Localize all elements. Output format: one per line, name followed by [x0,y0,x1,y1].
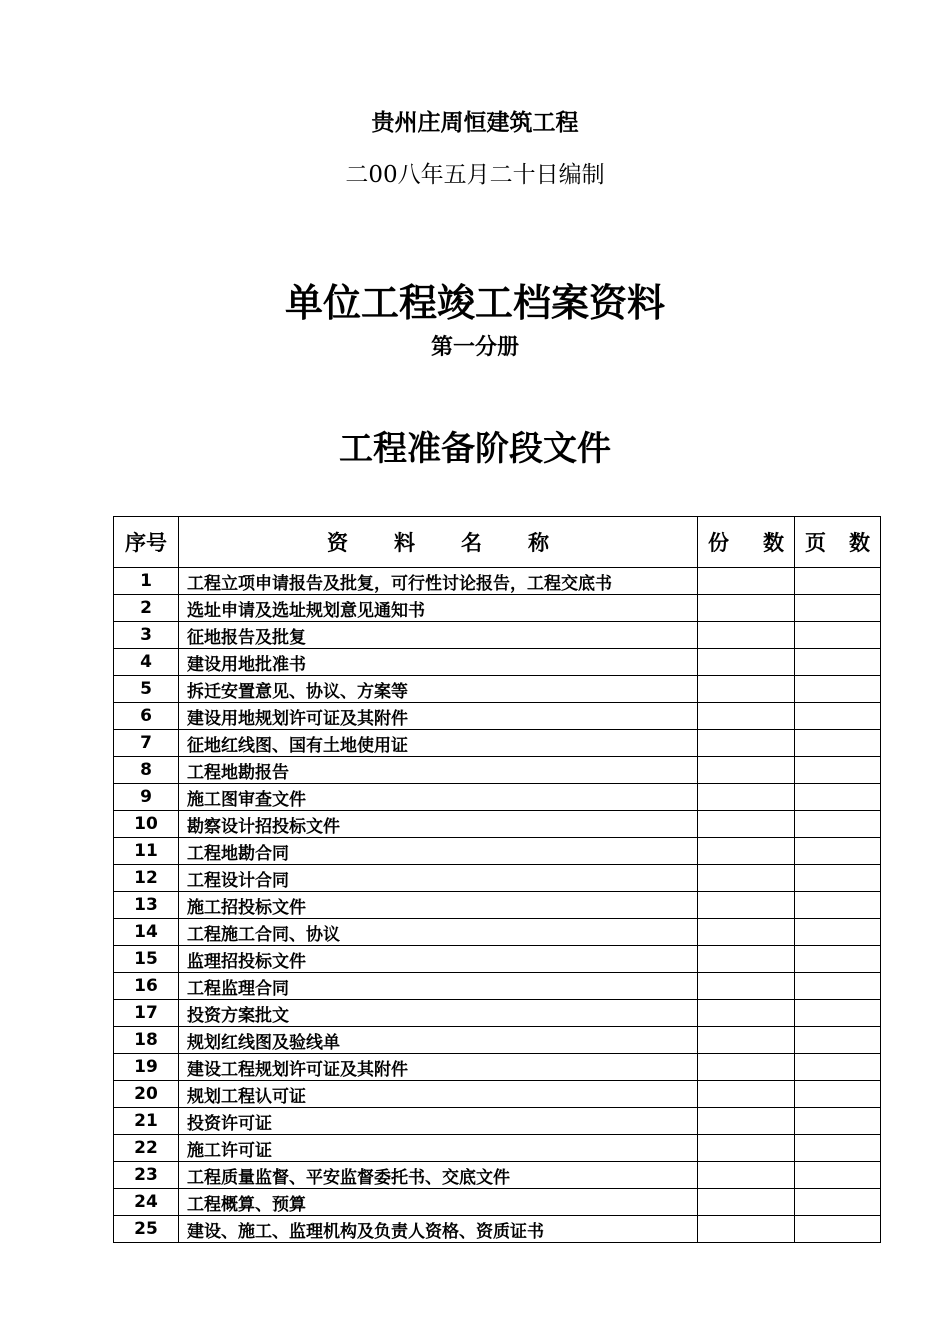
copies-cell [698,595,795,622]
pages-cell [795,919,881,946]
row-number: 24 [114,1189,179,1216]
pages-cell [795,1000,881,1027]
column-header-name [179,517,698,568]
column-header-copies-char: 数 [763,531,784,555]
volume-label: 第一分册 [430,335,519,360]
row-number: 17 [114,1000,179,1027]
row-number: 9 [114,784,179,811]
pages-cell [795,649,881,676]
pages-cell [795,676,881,703]
row-number: 10 [114,811,179,838]
column-header-pages [795,517,881,568]
pages-cell [795,568,881,595]
pages-cell [795,757,881,784]
table-row [114,730,881,757]
pages-cell [795,1189,881,1216]
row-number: 2 [114,595,179,622]
document-name: 投资方案批文 [179,1000,698,1027]
table-body [114,568,881,1243]
document-name: 施工图审查文件 [179,784,698,811]
row-number: 15 [114,946,179,973]
document-name: 工程质量监督、平安监督委托书、交底文件 [179,1162,698,1189]
document-name: 工程地勘报告 [179,757,698,784]
pages-cell [795,1054,881,1081]
table-row [114,784,881,811]
row-number: 22 [114,1135,179,1162]
document-name: 征地报告及批复 [179,622,698,649]
copies-cell [698,919,795,946]
table-row [114,676,881,703]
row-number: 20 [114,1081,179,1108]
pages-cell [795,838,881,865]
pages-cell [795,1162,881,1189]
row-number: 11 [114,838,179,865]
table-row [114,1054,881,1081]
table-row [114,838,881,865]
table-row [114,811,881,838]
pages-cell [795,1027,881,1054]
copies-cell [698,1162,795,1189]
table-row [114,1000,881,1027]
table-row [114,919,881,946]
table-row [114,1027,881,1054]
section-title: 工程准备阶段文件 [339,429,611,469]
copies-cell [698,892,795,919]
column-header-name-char: 资 [327,531,348,555]
table-row [114,595,881,622]
copies-cell [698,649,795,676]
document-name: 建设工程规划许可证及其附件 [179,1054,698,1081]
document-name: 施工招投标文件 [179,892,698,919]
table-row [114,1189,881,1216]
document-name: 工程设计合同 [179,865,698,892]
copies-cell [698,1108,795,1135]
pages-cell [795,973,881,1000]
document-name: 选址申请及选址规划意见通知书 [179,595,698,622]
document-name: 投资许可证 [179,1108,698,1135]
copies-cell [698,1216,795,1243]
row-number: 6 [114,703,179,730]
row-number: 18 [114,1027,179,1054]
document-name: 工程概算、预算 [179,1189,698,1216]
column-header-name-char: 料 [394,531,415,555]
row-number: 7 [114,730,179,757]
row-number: 5 [114,676,179,703]
document-name: 勘察设计招投标文件 [179,811,698,838]
copies-cell [698,1135,795,1162]
copies-cell [698,946,795,973]
table-row [114,622,881,649]
row-number: 19 [114,1054,179,1081]
table-row [114,703,881,730]
row-number: 14 [114,919,179,946]
pages-cell [795,595,881,622]
copies-cell [698,730,795,757]
row-number: 1 [114,568,179,595]
row-number: 3 [114,622,179,649]
table-row [114,649,881,676]
pages-cell [795,811,881,838]
document-name: 工程地勘合同 [179,838,698,865]
copies-cell [698,865,795,892]
pages-cell [795,1135,881,1162]
row-number: 4 [114,649,179,676]
pages-cell [795,1216,881,1243]
pages-cell [795,892,881,919]
column-header-no: 序号 [114,517,179,568]
document-name: 建设用地批准书 [179,649,698,676]
table-row [114,1216,881,1243]
document-name: 建设、施工、监理机构及负责人资格、资质证书 [179,1216,698,1243]
copies-cell [698,973,795,1000]
column-header-copies-char: 份 [708,531,729,555]
copies-cell [698,1054,795,1081]
row-number: 12 [114,865,179,892]
document-name: 征地红线图、国有土地使用证 [179,730,698,757]
table-row [114,1162,881,1189]
document-name: 规划红线图及验线单 [179,1027,698,1054]
pages-cell [795,1108,881,1135]
copies-cell [698,676,795,703]
table-row [114,1108,881,1135]
document-name: 工程监理合同 [179,973,698,1000]
table-row [114,1081,881,1108]
table-row [114,892,881,919]
pages-cell [795,784,881,811]
copies-cell [698,811,795,838]
copies-cell [698,703,795,730]
document-name: 施工许可证 [179,1135,698,1162]
document-name: 监理招投标文件 [179,946,698,973]
document-name: 规划工程认可证 [179,1081,698,1108]
column-header-name-char: 称 [528,531,549,555]
table-row [114,946,881,973]
column-header-pages-char: 数 [849,531,870,555]
row-number: 8 [114,757,179,784]
table-row [114,1135,881,1162]
copies-cell [698,784,795,811]
column-header-pages-char: 页 [805,531,826,555]
document-name: 建设用地规划许可证及其附件 [179,703,698,730]
copies-cell [698,1189,795,1216]
copies-cell [698,622,795,649]
pages-cell [795,730,881,757]
column-header-name-char: 名 [461,531,482,555]
pages-cell [795,946,881,973]
copies-cell [698,838,795,865]
document-index-table [113,516,881,1243]
compile-date: 二00八年五月二十日编制 [345,162,605,188]
copies-cell [698,1000,795,1027]
company-name: 贵州庄周恒建筑工程 [371,110,579,136]
table-row [114,865,881,892]
document-name: 工程施工合同、协议 [179,919,698,946]
row-number: 16 [114,973,179,1000]
row-number: 25 [114,1216,179,1243]
copies-cell [698,757,795,784]
row-number: 21 [114,1108,179,1135]
document-name: 拆迁安置意见、协议、方案等 [179,676,698,703]
row-number: 13 [114,892,179,919]
document-title: 单位工程竣工档案资料 [284,281,665,325]
table-header-row [114,517,881,568]
pages-cell [795,865,881,892]
pages-cell [795,622,881,649]
pages-cell [795,703,881,730]
table-row [114,973,881,1000]
column-header-copies [698,517,795,568]
table-row [114,757,881,784]
copies-cell [698,568,795,595]
row-number: 23 [114,1162,179,1189]
document-name: 工程立项申请报告及批复，可行性讨论报告，工程交底书 [179,568,698,595]
copies-cell [698,1081,795,1108]
pages-cell [795,1081,881,1108]
table-row [114,568,881,595]
copies-cell [698,1027,795,1054]
